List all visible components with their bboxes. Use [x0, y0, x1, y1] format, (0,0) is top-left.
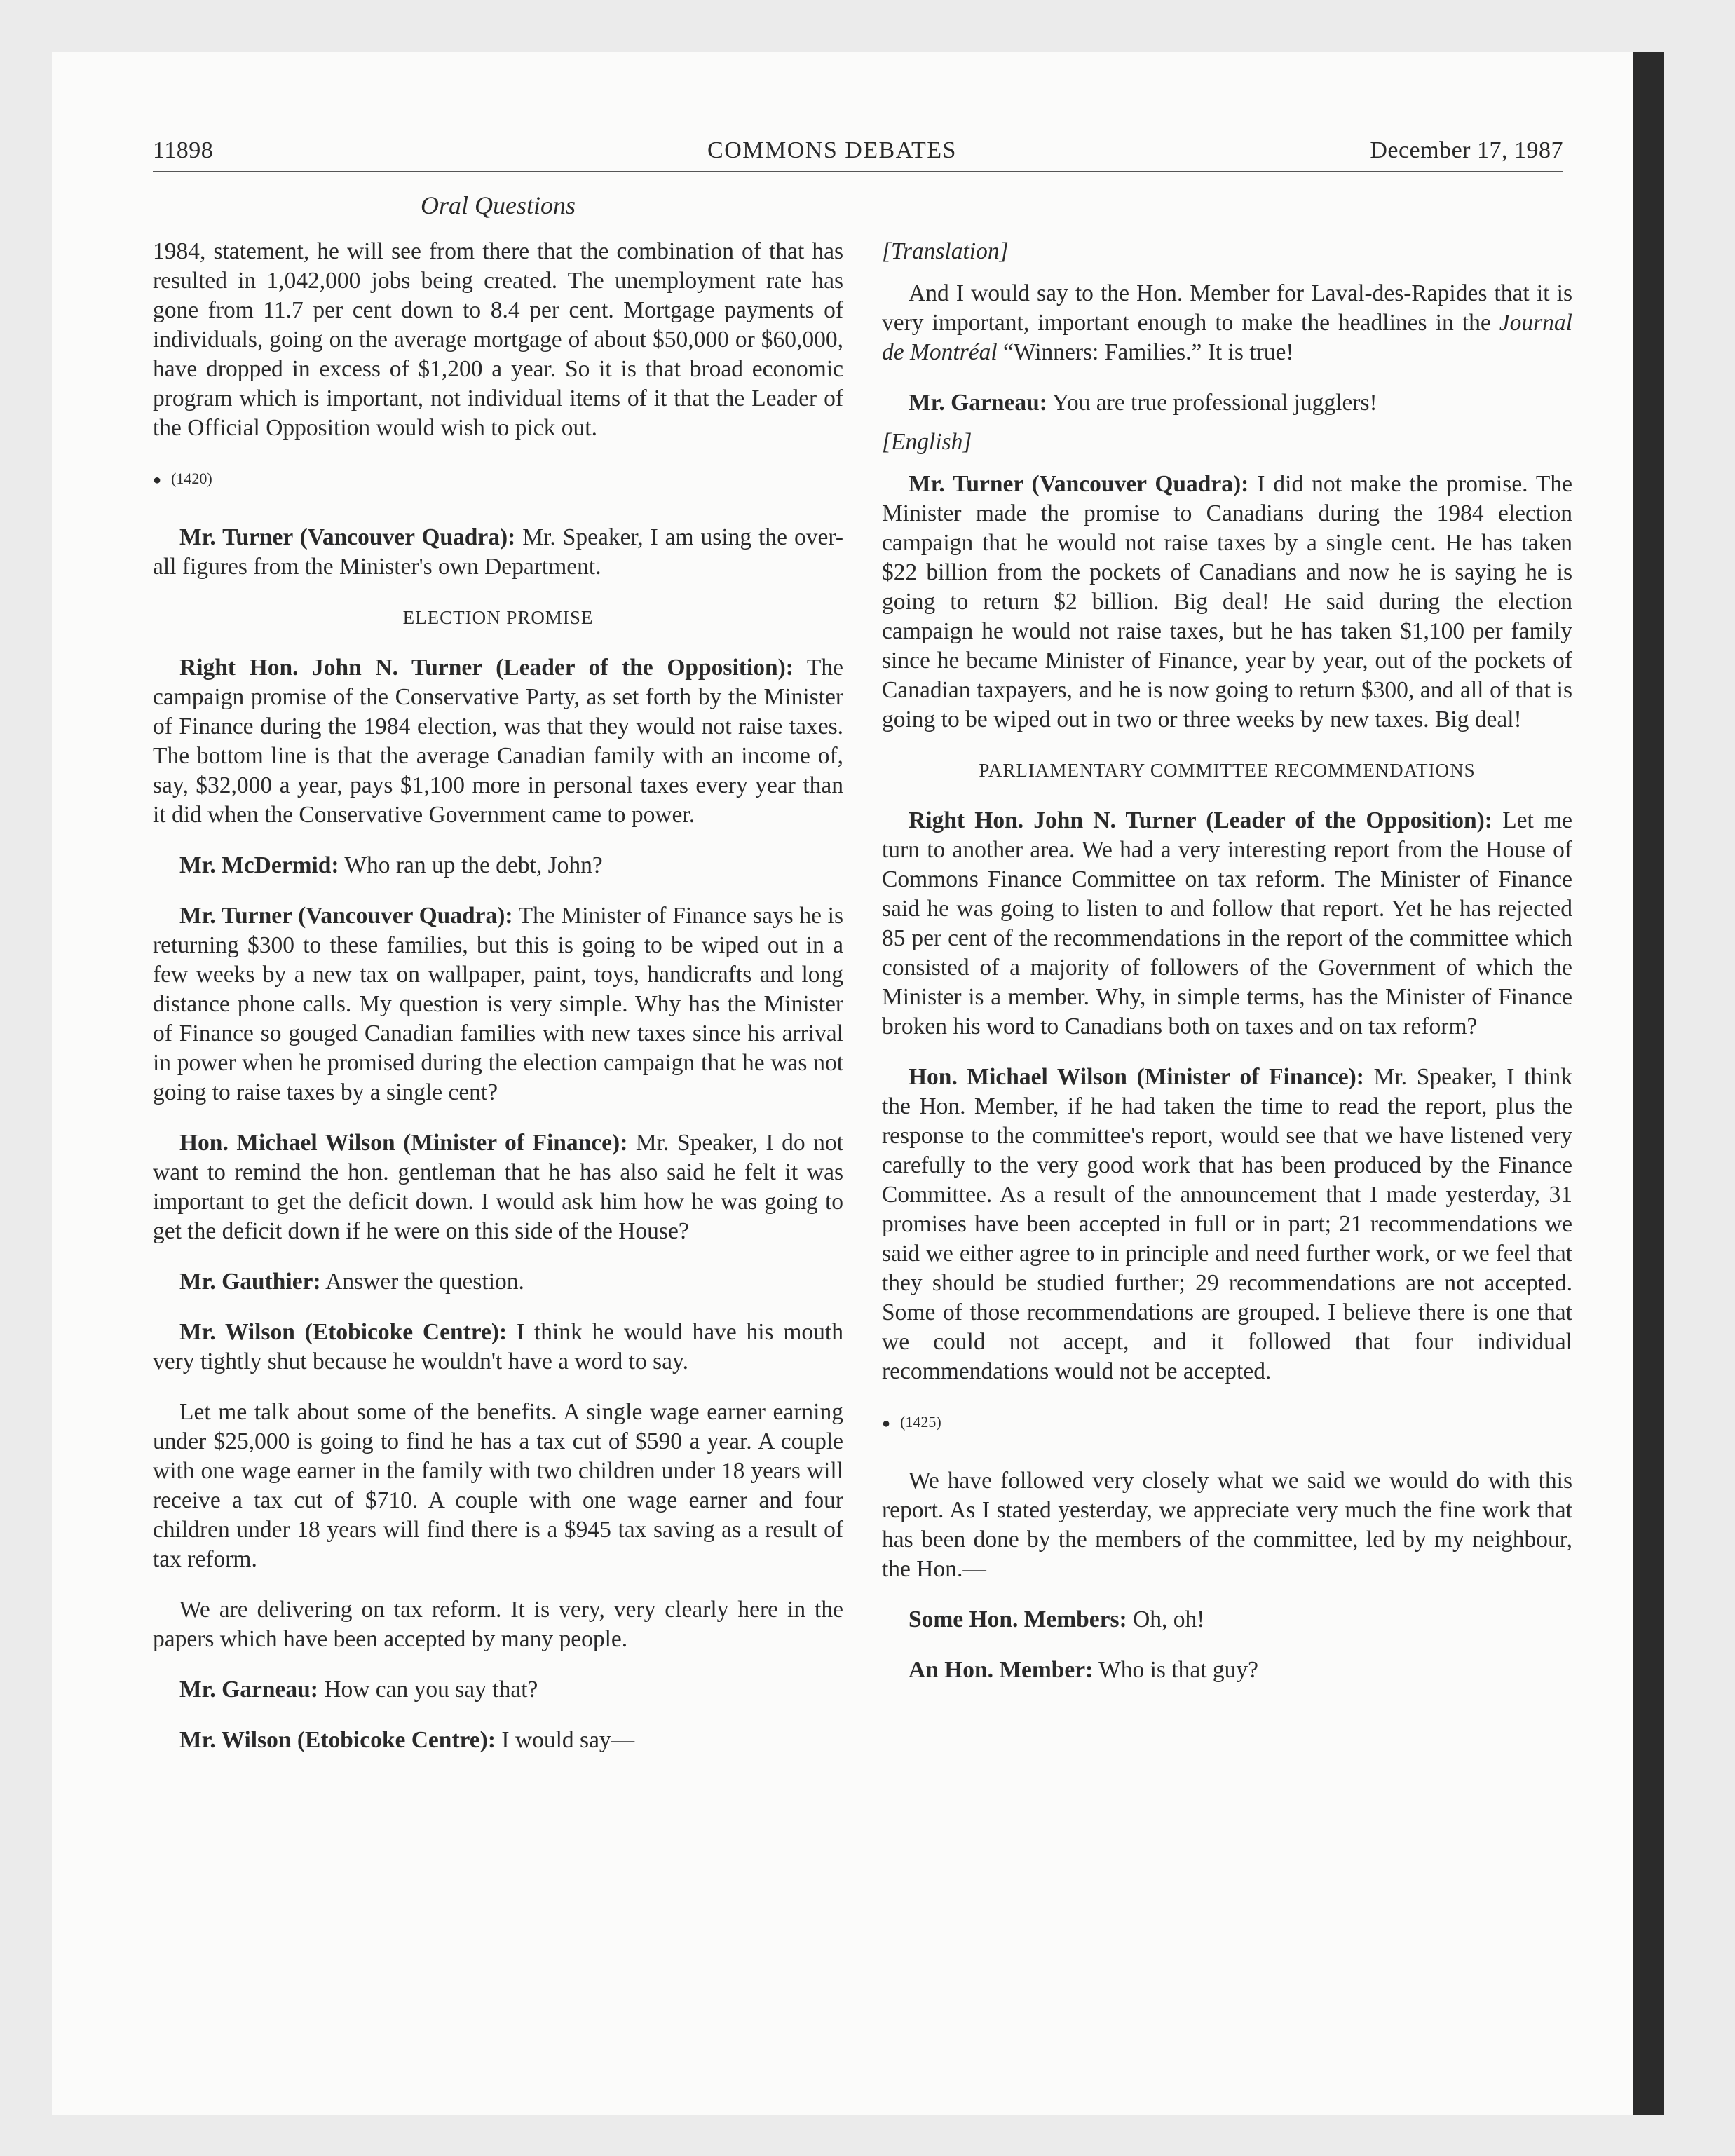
paragraph: [153, 653, 843, 830]
section-label: Oral Questions: [420, 191, 576, 219]
paragraph: [882, 388, 1572, 418]
speech-text: How can you say that?: [318, 1676, 538, 1703]
timestamp: [882, 1407, 1572, 1438]
paragraph: [882, 1063, 1572, 1386]
paragraph: [153, 1267, 843, 1297]
speaker-name: Mr. Garneau:: [909, 390, 1047, 416]
publication-date: December 17, 1987: [1370, 137, 1563, 163]
paragraph: [153, 1726, 843, 1755]
paragraph: [882, 806, 1572, 1042]
paragraph: [153, 851, 843, 880]
speaker-name: Mr. Wilson (Etobicoke Centre):: [179, 1318, 508, 1345]
speech-text: I think he would have his mouth very tightly shut because he wouldn't have a word to say.: [153, 1318, 843, 1374]
speech-text: Who ran up the debt, John?: [339, 852, 603, 878]
speaker-name: Hon. Michael Wilson (Minister of Finance):: [179, 1129, 628, 1156]
timestamp: [153, 464, 843, 495]
speech-text: “Winners: Families.” It is true!: [997, 339, 1294, 365]
speech-text: The campaign promise of the Conservative Party, as set forth by the Minister of Finance during the 1984 election, was that they would not raise taxes. The bottom line is that the average Canadian family with an income of, say, $32,000 a year, pays $1,100 more in personal taxes every year than it did when the Conservative Government came to power.: [153, 654, 843, 828]
page-number: 11898: [153, 137, 214, 163]
paragraph: [882, 470, 1572, 735]
paragraph: [153, 901, 843, 1107]
paragraph: [153, 1318, 843, 1377]
language-marker: [English]: [882, 429, 972, 455]
speech-text: Answer the question.: [320, 1268, 524, 1295]
paragraph: 1984, statement, he will see from there that the combination of that has resulted in 1,042,000 jobs being created. The unemployment rate has gone from 11.7 per cent down to 8.4 per cent. Mortgage payments of individuals, going on the average mortgage of about $50,000 or $60,000, have dropped in excess of $1,200 a year. So it is that broad economic program which is important, not individual items of it that the Leader of the Official Opposition would wish to pick out.: [153, 238, 843, 441]
speaker-name: Mr. Turner (Vancouver Quadra):: [179, 902, 513, 929]
paragraph: We are delivering on tax reform. It is very, very clearly here in the papers which have been accepted by many people.: [153, 1596, 843, 1652]
left-column: [153, 237, 843, 1776]
newspaper-title: Journal de Montréal: [882, 310, 1572, 365]
speech-text: The Minister of Finance says he is returning $300 to these families, but this is going to be wiped out in a few weeks by a new tax on wallpaper, paint, toys, handicrafts and long distance phone calls. My question is very simple. Why has the Minister of Finance so gouged Canadian families with new taxes since his arrival in power when he promised during the election campaign that he was not going to raise taxes by a single cent?: [153, 902, 843, 1105]
speech-text: Who is that guy?: [1093, 1656, 1259, 1683]
speech-text: Let me turn to another area. We had a very interesting report from the House of Commons Finance Committee on tax reform. The Minister of Finance said he was going to listen to and follow that report. Yet he has rejected 85 per cent of the recommendations in the report of the committee which consisted of a majority of followers of the Government of which the Minister is a member. Why, in simple terms, has the Minister of Finance broken his word to Canadians both on taxes and on tax reform?: [882, 807, 1572, 1039]
subheading: ELECTION PROMISE: [402, 606, 594, 628]
speaker-name: Right Hon. John N. Turner (Leader of the Opposition):: [909, 807, 1492, 833]
speaker-name: Right Hon. John N. Turner (Leader of the Opposition):: [179, 654, 794, 681]
paragraph: [882, 1656, 1572, 1685]
speaker-name: Hon. Michael Wilson (Minister of Finance):: [909, 1064, 1364, 1090]
speaker-name: Mr. Turner (Vancouver Quadra):: [179, 524, 516, 550]
speech-text: Mr. Speaker, I am using the over-all figures from the Minister's own Department.: [153, 524, 843, 580]
speech-text: And I would say to the Hon. Member for Laval-des-Rapides that it is very important, important enough to make the headlines in the: [882, 280, 1572, 336]
speaker-name: Mr. Gauthier:: [179, 1268, 321, 1295]
paragraph: [153, 1128, 843, 1246]
speaker-name: Mr. McDermid:: [179, 852, 339, 878]
speech-text: Mr. Speaker, I do not want to remind the hon. gentleman that he has also said he felt it was important to get the deficit down. I would ask him how he was going to get the deficit down if he were on this side of the House?: [153, 1129, 843, 1244]
speaker-name: Mr. Wilson (Etobicoke Centre):: [179, 1726, 496, 1753]
paragraph: [882, 1605, 1572, 1635]
running-head: [101, 137, 1563, 171]
language-marker: [Translation]: [882, 238, 1009, 264]
paragraph: [153, 1675, 843, 1705]
right-column: [882, 237, 1572, 1706]
speaker-name: Mr. Turner (Vancouver Quadra):: [909, 471, 1249, 497]
speech-text: Oh, oh!: [1127, 1606, 1205, 1632]
speaker-name: Mr. Garneau:: [179, 1676, 318, 1703]
speech-text: I would say—: [496, 1726, 635, 1753]
speaker-name: Some Hon. Members:: [909, 1606, 1127, 1632]
timestamp-text: (1425): [900, 1413, 941, 1431]
paragraph: We have followed very closely what we said we would do with this report. As I stated yesterday, we appreciate very much the fine work that has been done by the members of the committee, led by my neighbour, the Hon.—: [882, 1467, 1572, 1582]
bullet-icon: ●: [882, 1415, 891, 1431]
speech-text: Mr. Speaker, I think the Hon. Member, if he had taken the time to read the report, plus the response to the committee's report, would see that we have listened very carefully to the very good work that has been produced by the Finance Committee. As a result of the announcement that I made yesterday, 31 promises have been accepted in full or in part; 21 recommendations we said we either agree to in principle and need further work, or we feel that they should be studied further; 29 recommendations are not accepted. Some of those recommendations are grouped. I believe there is one that we could not accept, and it followed that four individual recommendations would not be accepted.: [882, 1064, 1572, 1384]
paragraph: Let me talk about some of the benefits. A single wage earner earning under $25,000 is going to find he has a tax cut of $590 a year. A couple with one wage earner in the family with two children under 18 years will receive a tax cut of $710. A couple with one wage earner and four children under 18 years will find there is a $945 tax saving as a result of tax reform.: [153, 1398, 843, 1572]
timestamp-text: (1420): [171, 470, 212, 487]
paragraph: [882, 279, 1572, 367]
header-rule: [153, 171, 1563, 172]
scan-edge-bar: [1633, 52, 1664, 2115]
speech-text: You are true professional jugglers!: [1047, 390, 1377, 416]
subheading: PARLIAMENTARY COMMITTEE RECOMMENDATIONS: [979, 760, 1476, 781]
speaker-name: An Hon. Member:: [909, 1656, 1094, 1683]
speech-text: I did not make the promise. The Minister made the promise to Canadians during the 1984 election campaign that he would not raise taxes by a single cent. He has taken $22 billion from the pockets of Canadians and now he is saying he is going to return $2 billion. Big deal! He said during the election campaign he would not raise taxes, but he has taken $1,100 per family since he became Minister of Finance, year by year, out of the pockets of Canadian taxpayers, and he is now going to return $300, and all of that is going to be wiped out in two or three weeks by new taxes. Big deal!: [882, 471, 1572, 732]
bullet-icon: ●: [153, 472, 162, 488]
paragraph: [153, 523, 843, 582]
publication-title: COMMONS DEBATES: [707, 137, 957, 163]
